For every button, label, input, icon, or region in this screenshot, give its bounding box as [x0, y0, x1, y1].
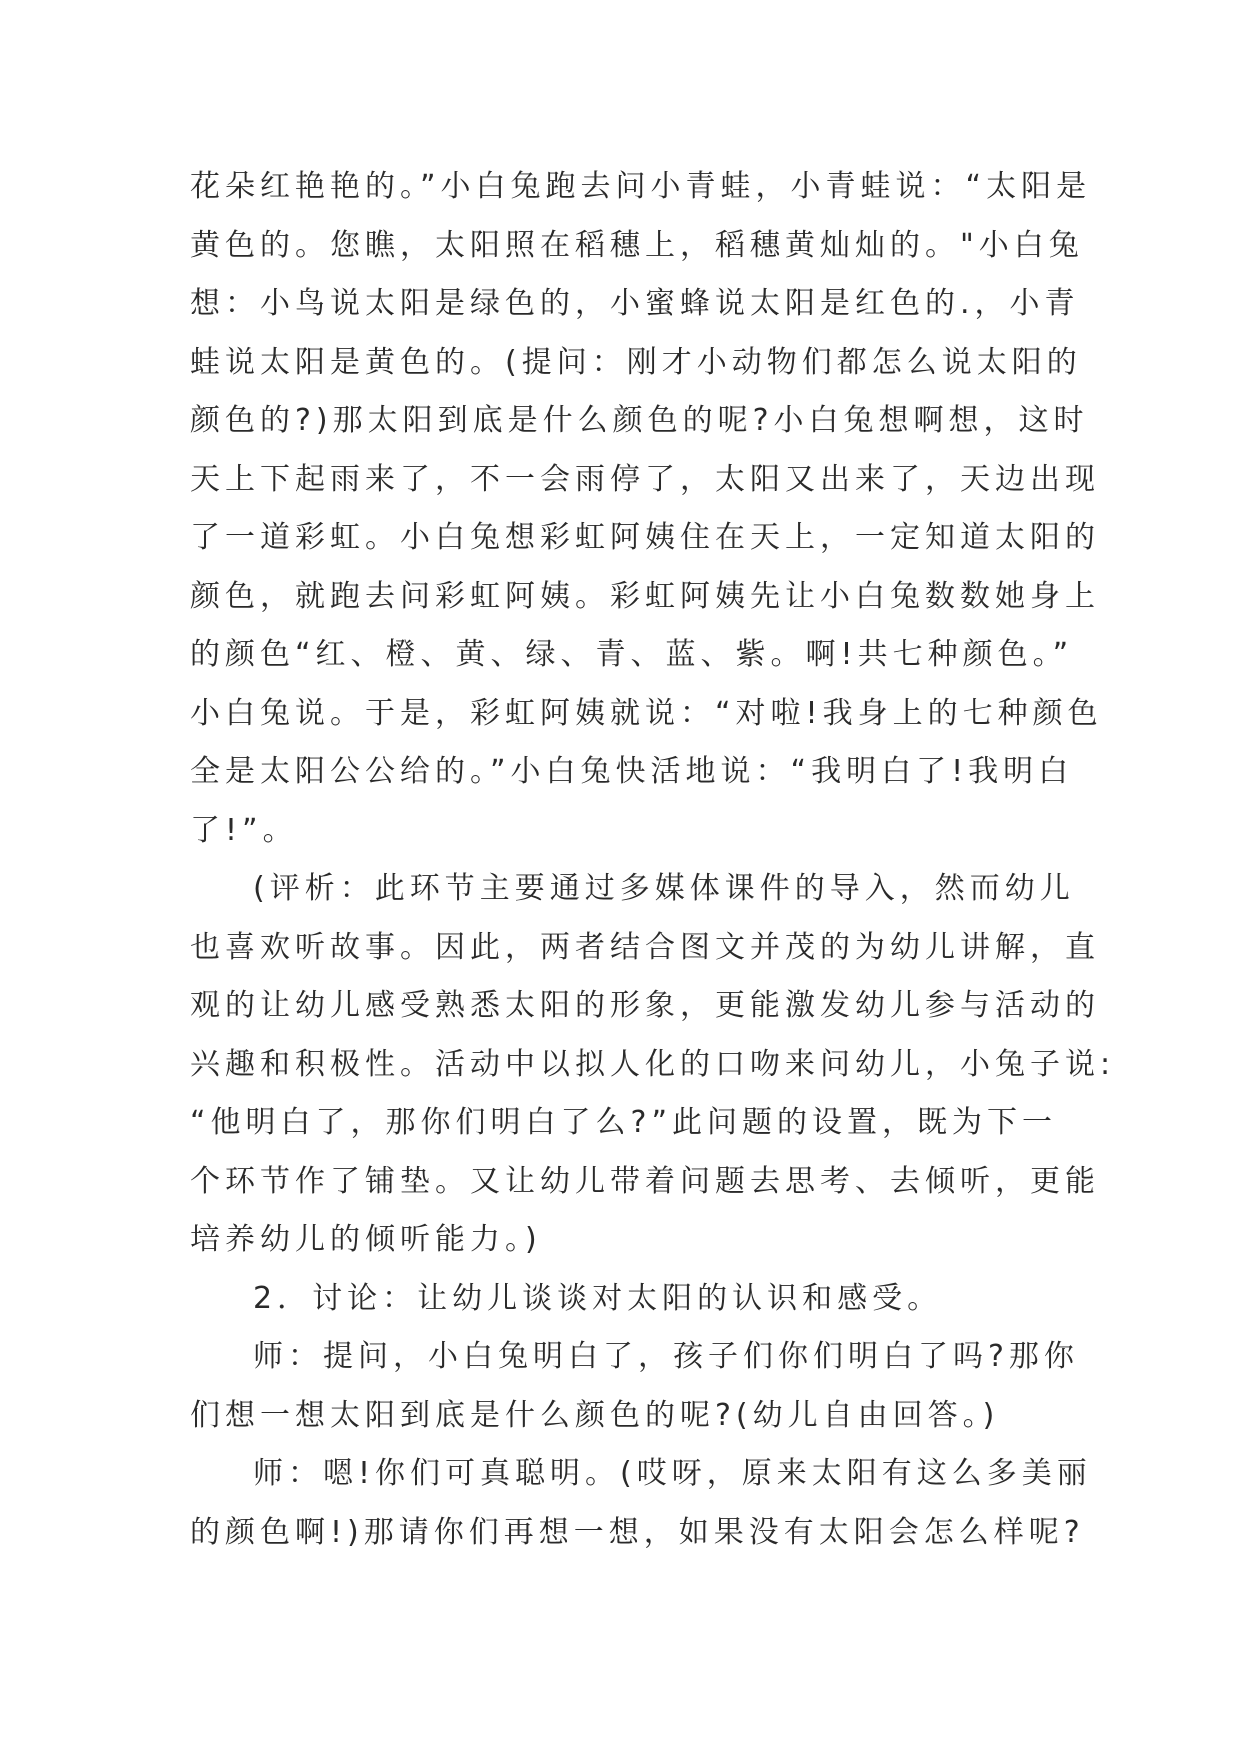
text-line: 也喜欢听故事。因此，两者结合图文并茂的为幼儿讲解，直 [190, 929, 1100, 965]
text-line: 兴趣和积极性。活动中以拟人化的口吻来问幼儿，小兔子说: [190, 1046, 1116, 1082]
text-line: 全是太阳公公给的。”小白兔快活地说：“我明白了!我明白 [190, 754, 1074, 789]
text-line: 小白兔说。于是，彩虹阿姨就说：“对啦!我身上的七种颜色 [190, 695, 1103, 731]
text-line: 颜色的?)那太阳到底是什么颜色的呢?小白兔想啊想，这时 [190, 403, 1089, 438]
text-line: 花朵红艳艳的。”小白兔跑去问小青蛙，小青蛙说：“太阳是 [190, 169, 1092, 204]
text-line: 想：小鸟说太阳是绿色的，小蜜蜂说太阳是红色的.，小青 [190, 286, 1080, 321]
text-line: 师：嗯!你们可真聪明。(哎呀，原来太阳有这么多美丽 [253, 1456, 1092, 1491]
text-line: 个环节作了铺垫。又让幼儿带着问题去思考、去倾听，更能 [190, 1163, 1100, 1199]
text-line: 培养幼儿的倾听能力。) [190, 1222, 542, 1257]
text-line: 们想一想太阳到底是什么颜色的呢?(幼儿自由回答。) [190, 1397, 1000, 1433]
text-line: 的颜色“红、橙、黄、绿、青、蓝、紫。啊!共七种颜色。” [190, 637, 1074, 672]
text-line: (评析：此环节主要通过多媒体课件的导入，然而幼儿 [253, 871, 1075, 906]
text-line: 蛙说太阳是黄色的。(提问：刚才小动物们都怎么说太阳的 [190, 344, 1082, 380]
text-line: 了一道彩虹。小白兔想彩虹阿姨住在天上，一定知道太阳的 [190, 520, 1100, 555]
text-line: 天上下起雨来了，不一会雨停了，太阳又出来了，天边出现 [190, 461, 1100, 497]
document-body [190, 158, 1116, 1562]
text-line: “他明白了，那你们明白了么?”此问题的设置，既为下一 [190, 1105, 1058, 1140]
text-line: 颜色，就跑去问彩虹阿姨。彩虹阿姨先让小白兔数数她身上 [190, 578, 1100, 614]
text-line: 师：提问，小白兔明白了，孩子们你们明白了吗?那你 [253, 1339, 1079, 1374]
text-line: 黄色的。您瞧，太阳照在稻穗上，稻穗黄灿灿的。"小白兔 [190, 227, 1084, 263]
text-line: 了!”。 [190, 812, 298, 848]
text-line: 的颜色啊!)那请你们再想一想，如果没有太阳会怎么样呢? [190, 1514, 1085, 1550]
text-line: 观的让幼儿感受熟悉太阳的形象，更能激发幼儿参与活动的 [190, 988, 1100, 1023]
text-line: 2．讨论：让幼儿谈谈对太阳的认识和感受。 [253, 1280, 943, 1316]
